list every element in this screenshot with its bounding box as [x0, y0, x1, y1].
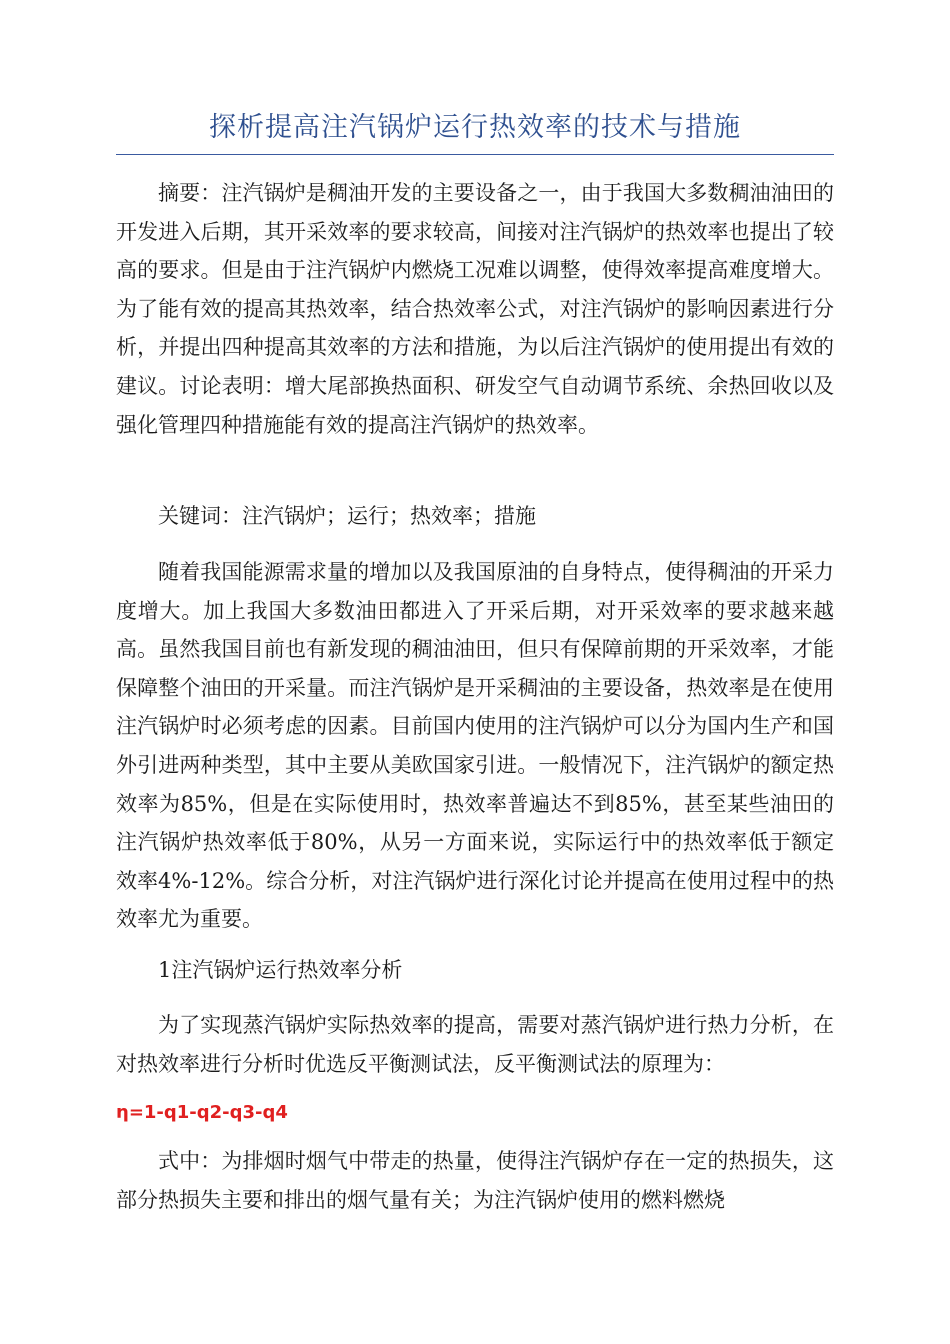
efficiency-formula: η=1-q1-q2-q3-q4: [116, 1102, 288, 1123]
document-title: 探析提高注汽锅炉运行热效率的技术与措施: [209, 112, 741, 143]
keywords-line: 关键词：注汽锅炉；运行；热效率；措施: [158, 504, 536, 528]
abstract-paragraph: 摘要：注汽锅炉是稠油开发的主要设备之一，由于我国大多数稠油油田的开发进入后期，其开采效率的要求较高，间接对注汽锅炉的热效率也提出了较高的要求。但是由于注汽锅炉内燃烧工况难以调整，使得效率提高难度增大。为了能有效的提高其热效率，结合热效率公式，对注汽锅炉的影响因素进行分析，并提出四种提高其效率的方法和措施，为以后注汽锅炉的使用提出有效的建议。讨论表明：增大尾部换热面积、研发空气自动调节系统、余热回收以及强化管理四种措施能有效的提高注汽锅炉的热效率。: [116, 181, 834, 437]
method-paragraph: 为了实现蒸汽锅炉实际热效率的提高，需要对蒸汽锅炉进行热力分析，在对热效率进行分析时优选反平衡测试法，反平衡测试法的原理为：: [116, 1013, 834, 1076]
section-heading: 1注汽锅炉运行热效率分析: [158, 958, 403, 982]
title-underline: [116, 154, 834, 155]
intro-paragraph: 随着我国能源需求量的增加以及我国原油的自身特点，使得稠油的开采力度增大。加上我国大多数油田都进入了开采后期，对开采效率的要求越来越高。虽然我国目前也有新发现的稠油油田，但只有保障前期的开采效率，才能保障整个油田的开采量。而注汽锅炉是开采稠油的主要设备，热效率是在使用注汽锅炉时必须考虑的因素。目前国内使用的注汽锅炉可以分为国内生产和国外引进两种类型，其中主要从美欧国家引进。一般情况下，注汽锅炉的额定热效率为85%，但是在实际使用时，热效率普遍达不到85%，甚至某些油田的注汽锅炉热效率低于80%，从另一方面来说，实际运行中的热效率低于额定效率4%-12%。综合分析，对注汽锅炉进行深化讨论并提高在使用过程中的热效率尤为重要。: [116, 560, 834, 932]
explanation-paragraph: 式中：为排烟时烟气中带走的热量，使得注汽锅炉存在一定的热损失，这部分热损失主要和排出的烟气量有关；为注汽锅炉使用的燃料燃烧: [116, 1149, 834, 1212]
